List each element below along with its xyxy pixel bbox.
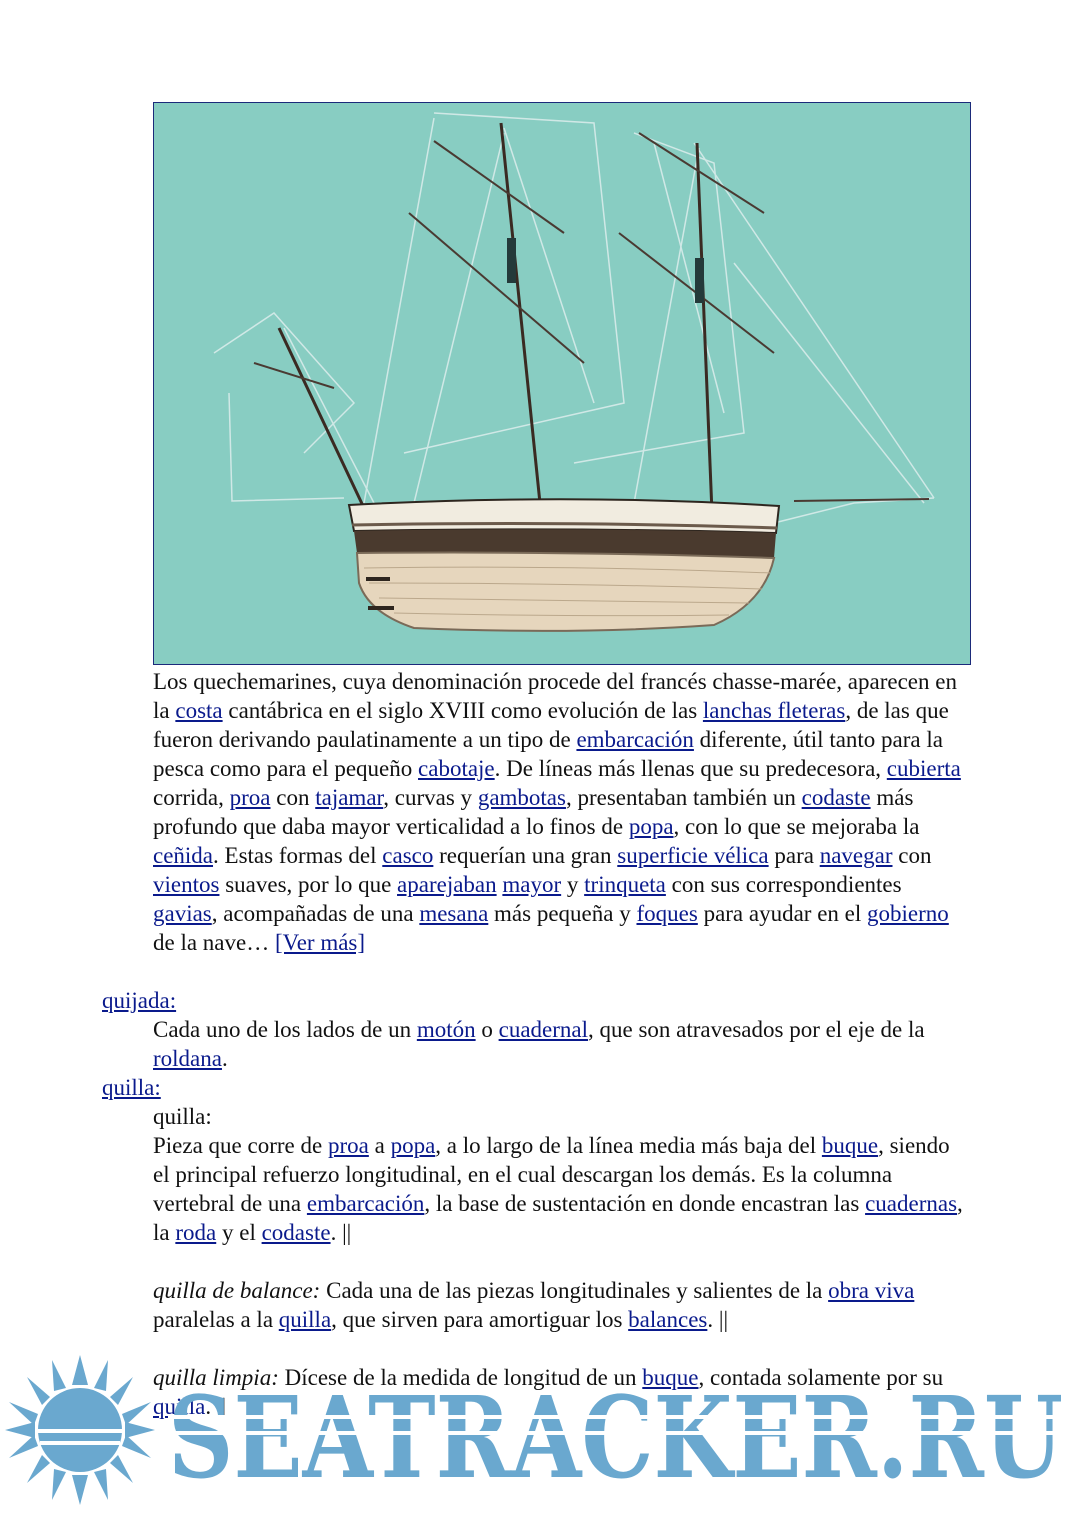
glossary-link[interactable]: motón	[416, 1017, 476, 1042]
glossary-link[interactable]: lanchas fleteras	[702, 698, 846, 723]
glossary-link[interactable]: gambotas	[477, 785, 566, 810]
glossary-link[interactable]: quilla	[278, 1307, 332, 1332]
glossary-link[interactable]: obra viva	[828, 1278, 915, 1303]
term-quilla[interactable]	[102, 1073, 161, 1102]
glossary-link[interactable]: proa	[229, 785, 271, 810]
quilla-heading: quilla:	[153, 1104, 212, 1129]
glossary-link[interactable]: ceñida	[153, 843, 214, 868]
glossary-link[interactable]: popa	[390, 1133, 436, 1158]
glossary-link[interactable]: cabotaje	[418, 756, 495, 781]
quilla-limpia-definition: quilla limpia: Dícese de la medida de longitud de un buque, contada solamente por su quilla. ||	[153, 1365, 944, 1419]
sub-term: quilla de balance:	[153, 1278, 321, 1303]
glossary-link[interactable]: codaste	[801, 785, 871, 810]
quechemarin-drawing	[154, 103, 970, 664]
ship-illustration	[153, 102, 971, 665]
term-quilla-link[interactable]: quilla:	[102, 1075, 161, 1100]
glossary-link[interactable]: casco	[382, 843, 434, 868]
glossary-link[interactable]: vientos	[153, 872, 220, 897]
glossary-link[interactable]: codaste	[261, 1220, 331, 1245]
glossary-link[interactable]: proa	[327, 1133, 369, 1158]
glossary-link[interactable]: balances	[628, 1307, 708, 1332]
glossary-link[interactable]: embarcación	[306, 1191, 425, 1216]
glossary-link[interactable]: cuadernas	[865, 1191, 958, 1216]
glossary-link[interactable]: roda	[175, 1220, 217, 1245]
glossary-link[interactable]: foques	[636, 901, 698, 926]
glossary-link[interactable]: cubierta	[886, 756, 961, 781]
glossary-link[interactable]: navegar	[819, 843, 893, 868]
term-quijada[interactable]	[102, 986, 176, 1015]
glossary-link[interactable]: buque	[642, 1365, 699, 1390]
glossary-link[interactable]: costa	[175, 698, 223, 723]
glossary-link[interactable]: tajamar	[315, 785, 384, 810]
quijada-definition: Cada uno de los lados de un motón o cuadernal, que son atravesados por el eje de la roldana.	[153, 1017, 925, 1071]
sun-icon	[5, 1355, 155, 1505]
glossary-link[interactable]: superficie vélica	[617, 843, 769, 868]
glossary-link[interactable]: buque	[821, 1133, 879, 1158]
glossary-link[interactable]: mesana	[419, 901, 489, 926]
glossary-link[interactable]: roldana	[153, 1046, 222, 1071]
glossary-link[interactable]: gavias	[153, 901, 212, 926]
glossary-link[interactable]: embarcación	[576, 727, 694, 752]
quilla-main-definition: Pieza que corre de proa a popa, a lo largo de la línea media más baja del buque, siendo el principal refuerzo longitudinal, en el cual descargan los demás. Es la columna vertebral de una embarcación, la base de sustentación en donde encastran las cuadernas, la roda y el codaste. ||	[153, 1133, 963, 1245]
glossary-link[interactable]: popa	[628, 814, 674, 839]
glossary-link[interactable]: quilla	[153, 1394, 206, 1419]
quilla-definition	[153, 1102, 968, 1421]
term-quijada-link[interactable]: quijada:	[102, 988, 177, 1013]
glossary-link[interactable]: trinqueta	[584, 872, 666, 897]
glossary-link[interactable]: mayor	[502, 872, 562, 897]
watermark-text: SEATRACKER.RU	[168, 1373, 1063, 1504]
glossary-link[interactable]: gobierno	[867, 901, 949, 926]
glossary-link[interactable]: aparejaban	[397, 872, 497, 897]
quilla-de-balance-definition: quilla de balance: Cada una de las piezas longitudinales y salientes de la obra viva paralelas a la quilla, que sirven para amortiguar los balances. ||	[153, 1278, 915, 1332]
quechemarin-description: Los quechemarines, cuya denominación procede del francés chasse-marée, aparecen en la costa cantábrica en el siglo XVIII como evolución de las lanchas fleteras, de las que fueron derivando paulatinamente a un tipo de embarcación diferente, útil tanto para la pesca como para el pequeño cabotaje. De líneas más llenas que su predecesora, cubierta corrida, proa con tajamar, curvas y gambotas, presentaban también un codaste más profundo que daba mayor verticalidad a lo finos de popa, con lo que se mejoraba la ceñida. Estas formas del casco requerían una gran superficie vélica para navegar con vientos suaves, por lo que aparejaban mayor y trinqueta con sus correspondientes gavias, acompañadas de una mesana más pequeña y foques para ayudar en el gobierno de la nave… [Ver más]	[153, 669, 961, 955]
sub-term: quilla limpia:	[153, 1365, 279, 1390]
glossary-link[interactable]: [Ver más]	[274, 930, 366, 955]
glossary-link[interactable]: cuadernal	[498, 1017, 588, 1042]
